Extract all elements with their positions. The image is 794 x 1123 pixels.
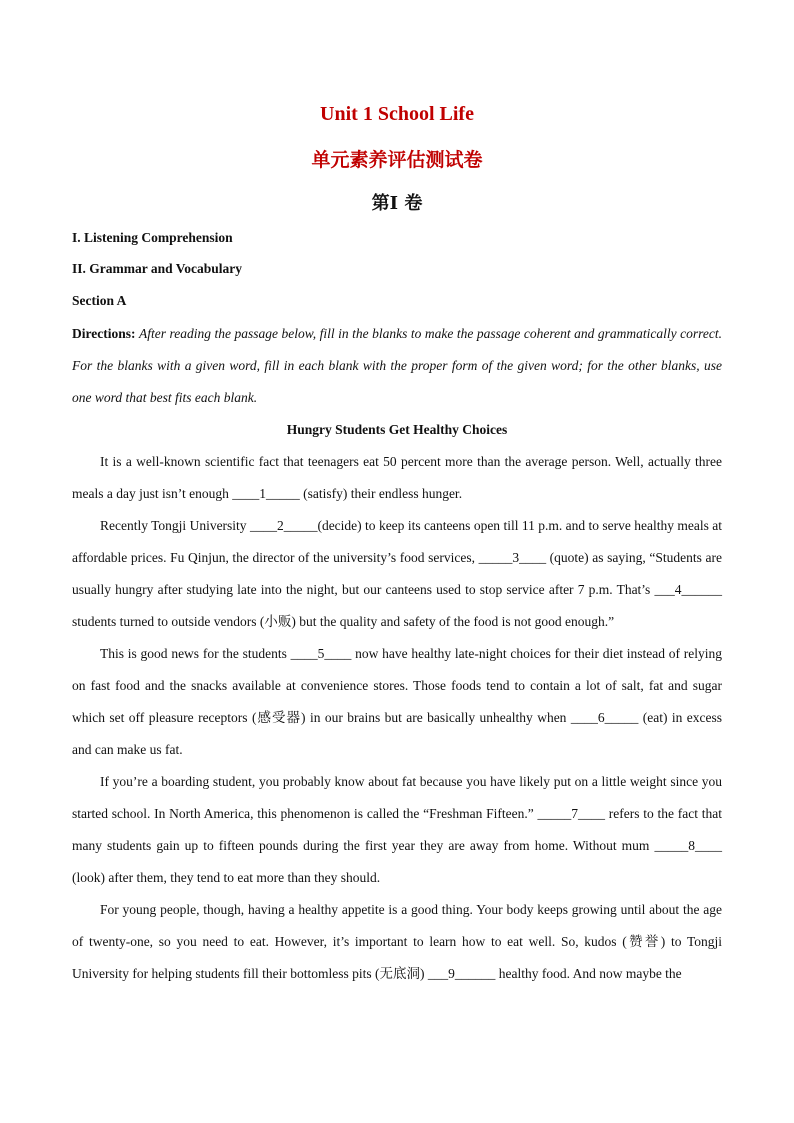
directions-text: After reading the passage below, fill in the blanks to make the passage coherent and grammatically correct. For the blanks with a given word, fill in each blank with the proper form of the given word; for the other blanks, use one word that best fits each blank. (72, 326, 722, 405)
passage-paragraph-2: Recently Tongji University ____2_____(decide) to keep its canteens open till 11 p.m. and to serve healthy meals at affordable prices. Fu Qinjun, the director of the university’s food services, _____3____ (quote) as saying, “Students are usually hungry after studying late into the night, but our canteens used to stop service after 7 p.m. That’s ___4______ students turned to outside vendors (小贩) but the quality and safety of the food is not good enough.” (72, 518, 722, 629)
passage-paragraph-1: It is a well-known scientific fact that teenagers eat 50 percent more than the average person. Well, actually three meals a day just isn’t enough ____1_____ (satisfy) their endless hunger. (72, 454, 722, 501)
passage-paragraph-3: This is good news for the students ____5____ now have healthy late-night choices for their diet instead of relying on fast food and the snacks available at convenience stores. Those foods tend to contain a lot of salt, fat and sugar which set off pleasure receptors (感受器) in our brains but are basically unhealthy when ____6_____ (eat) in excess and can make us fat. (72, 646, 722, 757)
passage-paragraph-5: For young people, though, having a healthy appetite is a good thing. Your body keeps growing until about the age of twenty-one, so you need to eat. However, it’s important to learn how to eat well. So, kudos (赞誉) to Tongji University for helping students fill their bottomless pits (无底洞) ___9______ healthy food. And now maybe the (72, 902, 722, 981)
unit-title: Unit 1 School Life (320, 103, 474, 125)
passage-title: Hungry Students Get Healthy Choices (286, 422, 508, 437)
document-body (72, 318, 722, 990)
volume-label: 第I 卷 (371, 193, 423, 214)
directions-label: Directions: (72, 326, 136, 341)
test-subtitle: 单元素养评估测试卷 (311, 149, 483, 171)
section-listening: I. Listening Comprehension (72, 230, 233, 245)
section-grammar: II. Grammar and Vocabulary (72, 261, 243, 276)
section-a-heading: Section A (72, 293, 127, 308)
directions-paragraph (72, 318, 722, 414)
passage-paragraph-4: If you’re a boarding student, you probably know about fat because you have likely put on a little weight since you started school. In North America, this phenomenon is called the “Freshman Fifteen.” _____7____ refers to the fact that many students gain up to fifteen pounds during the first year they are away from home. Without mum _____8____ (look) after them, they tend to eat more than they should. (72, 774, 722, 885)
